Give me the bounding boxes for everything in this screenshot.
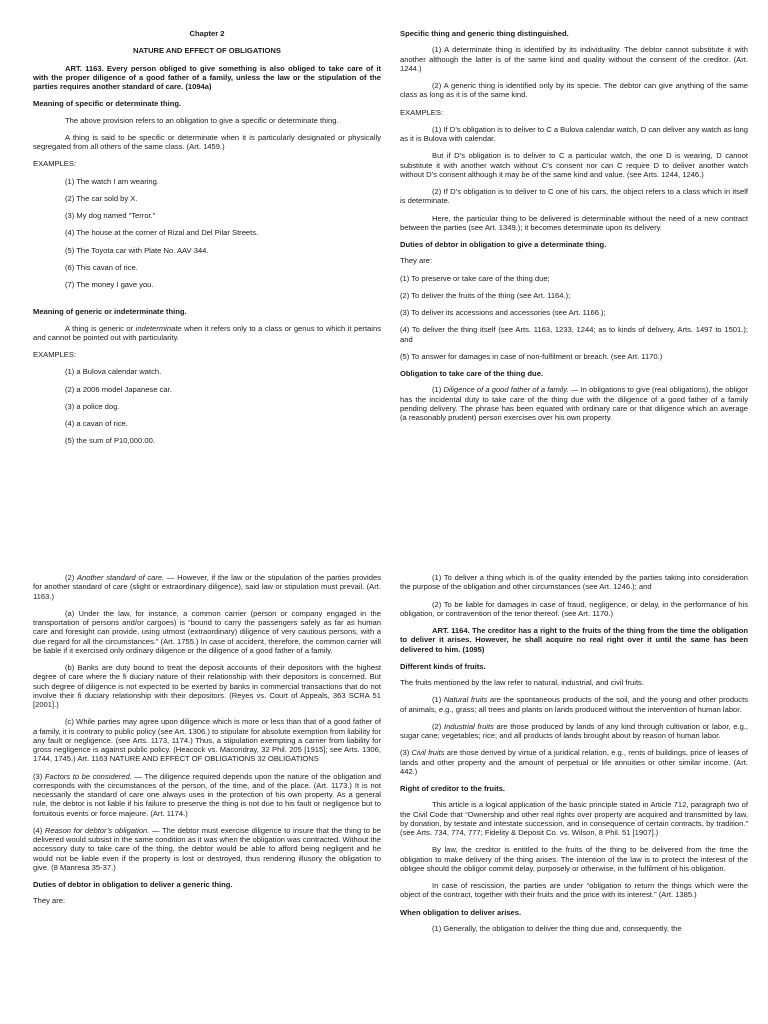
heading-duties-generic: Duties of debtor in obligation to deliver a generic thing. — [33, 880, 233, 889]
paragraph: (1) Diligence of a good father of a family. — In obligations to give (real obligations), the obligor has the incidental duty to take care of the thing due with the diligence of a good father of a family pending delivery. The phrase has been equated with ordinary care or that diligence which an average (a reasonably prudent) person exercises over his own property. — [400, 385, 748, 422]
paragraph: (1) Natural fruits are the spontaneous products of the soil, and the young and other products of animals, e.g., grass; all trees and plants on lands produced without the intervention of human labor. — [400, 695, 748, 714]
heading-kinds-fruits: Different kinds of fruits. — [400, 661, 486, 671]
paragraph: (3) Civil fruits are those derived by virtue of a juridical relation, e.g., rents of buildings, price of leases of lands and other property and the amount of perpetual or life annuities or other similar income. (Art. 442.) — [400, 748, 748, 776]
top-left-column — [33, 29, 381, 454]
paragraph: A thing is said to be specific or determinate when it is particularly designated or physically segregated from all others of the same class. (Art. 1459.) — [33, 132, 381, 151]
example-item: (5) The Toyota car with Plate No. AAV 344. — [65, 245, 209, 255]
paragraph: (4) Reason for debtor’s obligation. — The debtor must exercise diligence to insure that the thing to be delivered would subsist in the same condition as it was when the obligation was contracted. Without the accessory duty to take care of the thing, the debtor would be able to afford being negligent and he would not be liable even if the property is lost or destroyed, thus rendering illusory the obligation to give. (8 Manresa 35-37.) — [33, 825, 381, 872]
paragraph: (1) A determinate thing is identified by its individuality. The debtor cannot substitute it with another although the latter is of the same kind and quality without the consent of the creditor. (Art. 1244.) — [400, 45, 748, 73]
duty-item: (3) To deliver its accessions and accessories (see Art. 1166.); — [400, 308, 606, 317]
paragraph: The fruits mentioned by the law refer to natural, industrial, and civil fruits. — [400, 678, 644, 687]
example-item: (6) This cavan of rice. — [65, 262, 138, 272]
paragraph: (2) A generic thing is identified only by its specie. The debtor can give anything of the same class as long as it is of the same kind. — [400, 81, 748, 100]
paragraph: In case of rescission, the parties are under “obligation to return the things which were the object of the contract, together with their fruits and the price with its interest.” (Art. 1385.) — [400, 881, 748, 900]
paragraph: (a) Under the law, for instance, a common carrier (person or company engaged in the transportation of persons and/or cargoes) is “bound to carry the passengers safely as far as human care and foresight can provide, using utmost (extraordinary) diligence of very cautious persons, with a due regard for all the circumstances.” (Art. 1755.) In case of accident, therefore, the common carrier will be liable if it exercised only ordinary diligence or the diligence of a good father of a family. — [33, 608, 381, 655]
heading-obligation-care: Obligation to take care of the thing due. — [400, 369, 544, 378]
paragraph: (3) Factors to be considered. — The diligence required depends upon the nature of the obligation and corresponds with the circumstances of the person, of the time, and of the place. (Art. 1173.) It is not necessarily the standard of care one always uses in the protection of his own property. As a general rule, the debtor is not liable if his failure to preserve the thing is not due to his fault or negligence but to fortuitous events or force majeure. (Art. 1174.) — [33, 771, 382, 818]
paragraph: (1) To deliver a thing which is of the quality intended by the parties taking into consideration the purpose of the obligation and other circumstances (see Art. 1246.); and — [400, 573, 748, 592]
paragraph: (c) While parties may agree upon diligence which is more or less than that of a good father of a family, it is contrary to public policy (see Art. 1306.) to stipulate for absolute exemption from liability for any fault or negligence. (see Arts. 1173, 1174.) Thus, a stipulation exempting a carrier from liability for gross negligence is against public policy. (Heacock vs. Macondray, 32 Phil. 205 [1915]; see Arts. 1306, 1744, 1745.) Art. 1163 NATURE AND EFFECT OF OBLIGATIONS 32 OBLIGATIONS — [33, 717, 381, 764]
paragraph: A thing is generic or indeterminate when it refers only to a class or genus to which it pertains and cannot be pointed out with particularity. — [33, 323, 381, 342]
duty-item: (5) To answer for damages in case of non-fulfilment or breach. (see Art. 1170.) — [400, 351, 663, 361]
example-item: (1) The watch I am wearing. — [65, 176, 159, 186]
paragraph: Here, the particular thing to be delivered is determinable without the need of a new contract between the parties (see Art. 1349.); it becomes determinate upon its delivery. — [400, 213, 748, 232]
paragraph: (2) To be liable for damages in case of fraud, negligence, or delay, in the performance of his obligation, or contravention of the tenor thereof. (see Art. 1170.) — [400, 599, 748, 618]
article-1164: ART. 1164. The creditor has a right to the fruits of the thing from the time the obligation to deliver it arises. However, he shall acquire no real right over it until the same has been delivered to him. (1095) — [400, 626, 748, 654]
heading-meaning-specific: Meaning of specific or determinate thing. — [33, 99, 182, 109]
example-item: (4) The house at the corner of Rizal and Del Pilar Streets. — [65, 228, 259, 238]
article-1163: ART. 1163. Every person obliged to give something is also obliged to take care of it with the proper diligence of a good father of a family, unless the law or the stipulation of the parties requires another standard of care. (1094a) — [33, 63, 381, 91]
example-item: (5) the sum of P10,000.00. — [65, 436, 155, 446]
example-item: (2) The car sold by X. — [65, 193, 138, 203]
heading-when-deliver: When obligation to deliver arises. — [400, 907, 522, 917]
chapter-title: NATURE AND EFFECT OF OBLIGATIONS — [133, 46, 281, 56]
top-right-column — [400, 29, 748, 430]
duty-item: (4) To deliver the thing itself (see Arts. 1163, 1233, 1244; as to kinds of delivery, Arts. 1497 to 1501.); and — [400, 325, 748, 344]
they-are-label: They are: — [400, 256, 433, 266]
examples-label: EXAMPLES: — [400, 107, 444, 117]
paragraph: By law, the creditor is entitled to the fruits of the thing to be delivered from the time the obligation to make delivery of the thing arises. The intention of the law is to protect the interest of the obligee should the obligor commit delay, purposely or otherwise, in the fulfilment of his obligation. — [400, 845, 748, 873]
example-item: (1) a Bulova calendar watch. — [65, 367, 162, 377]
paragraph: (b) Banks are duty bound to treat the deposit accounts of their depositors with the highest degree of care where the fi duciary nature of their relationship with their depositors is concerned. But such degree of diligence is not expected to be exerted by banks in commercial transactions that do not involve their fi duciary relationship with their depositors. (Reyes vs. Court of Appeals, 363 SCRA 51 [2001].) — [33, 663, 381, 709]
paragraph: (2) Industrial fruits are those produced by lands of any kind through cultivation or labor, e.g., sugar cane; vegetables; rice; and all products of lands brought about by reason of human labor. — [400, 721, 749, 740]
examples-label: EXAMPLES: — [33, 350, 77, 359]
heading-specific-generic: Specific thing and generic thing distinguished. — [400, 29, 569, 38]
heading-duties-determinate: Duties of debtor in obligation to give a determinate thing. — [400, 240, 607, 249]
chapter-label: Chapter 2 — [189, 29, 225, 38]
example-item: (3) My dog named “Terror.” — [65, 211, 156, 220]
duty-item: (1) To preserve or take care of the thing due; — [400, 273, 550, 283]
example-item: (2) a 2006 model Japanese car. — [65, 384, 172, 394]
heading-meaning-generic: Meaning of generic or indeterminate thing. — [33, 307, 187, 317]
example-paragraph: (2) If D’s obligation is to deliver to C one of his cars, the object refers to a class which in itself is determinate. — [400, 187, 748, 206]
they-are-label: They are: — [33, 896, 66, 906]
example-item: (4) a cavan of rice. — [65, 419, 128, 428]
duty-item: (2) To deliver the fruits of the thing (see Art. 1164.); — [400, 290, 571, 300]
paragraph: (2) Another standard of care. — However, if the law or the stipulation of the parties provides for another standard of care (slight or extraordinary diligence), said law or stipulation must prevail. (Art. 1163.) — [33, 573, 381, 601]
bottom-left-column — [33, 573, 381, 914]
example-item: (7) The money I gave you. — [65, 280, 154, 289]
bottom-right-column — [400, 573, 748, 941]
paragraph: (1) Generally, the obligation to deliver the thing due and, consequently, the — [432, 923, 682, 933]
example-paragraph: (1) If D’s obligation is to deliver to C a Bulova calendar watch, D can deliver any watch as long as it is Bulova with calendar. — [400, 124, 749, 143]
example-paragraph: But if D’s obligation is to deliver to C a particular watch, the one D is wearing, D cannot substitute it with another watch without C’s consent nor can C require D to deliver another watch without D’s consent although it may be of the same kind and value. (see Arts. 1244, 1246.) — [400, 151, 748, 179]
example-item: (3) a police dog. — [65, 401, 120, 411]
paragraph: The above provision refers to an obligation to give a specific or determinate thing. — [65, 115, 339, 125]
examples-label: EXAMPLES: — [33, 159, 77, 169]
heading-right-creditor: Right of creditor to the fruits. — [400, 784, 506, 793]
paragraph: This article is a logical application of the basic principle stated in Article 712, paragraph two of the Civil Code that “Ownership and other real rights over property are acquired and transmitted by law, by donation, by testate and intestate succession, and in consequence of certain contracts, by tradition.” (see Arts. 734, 774, 777; Fidelity & Deposit Co. vs. Wilson, 8 Phil. 51 [1907].) — [400, 800, 748, 837]
